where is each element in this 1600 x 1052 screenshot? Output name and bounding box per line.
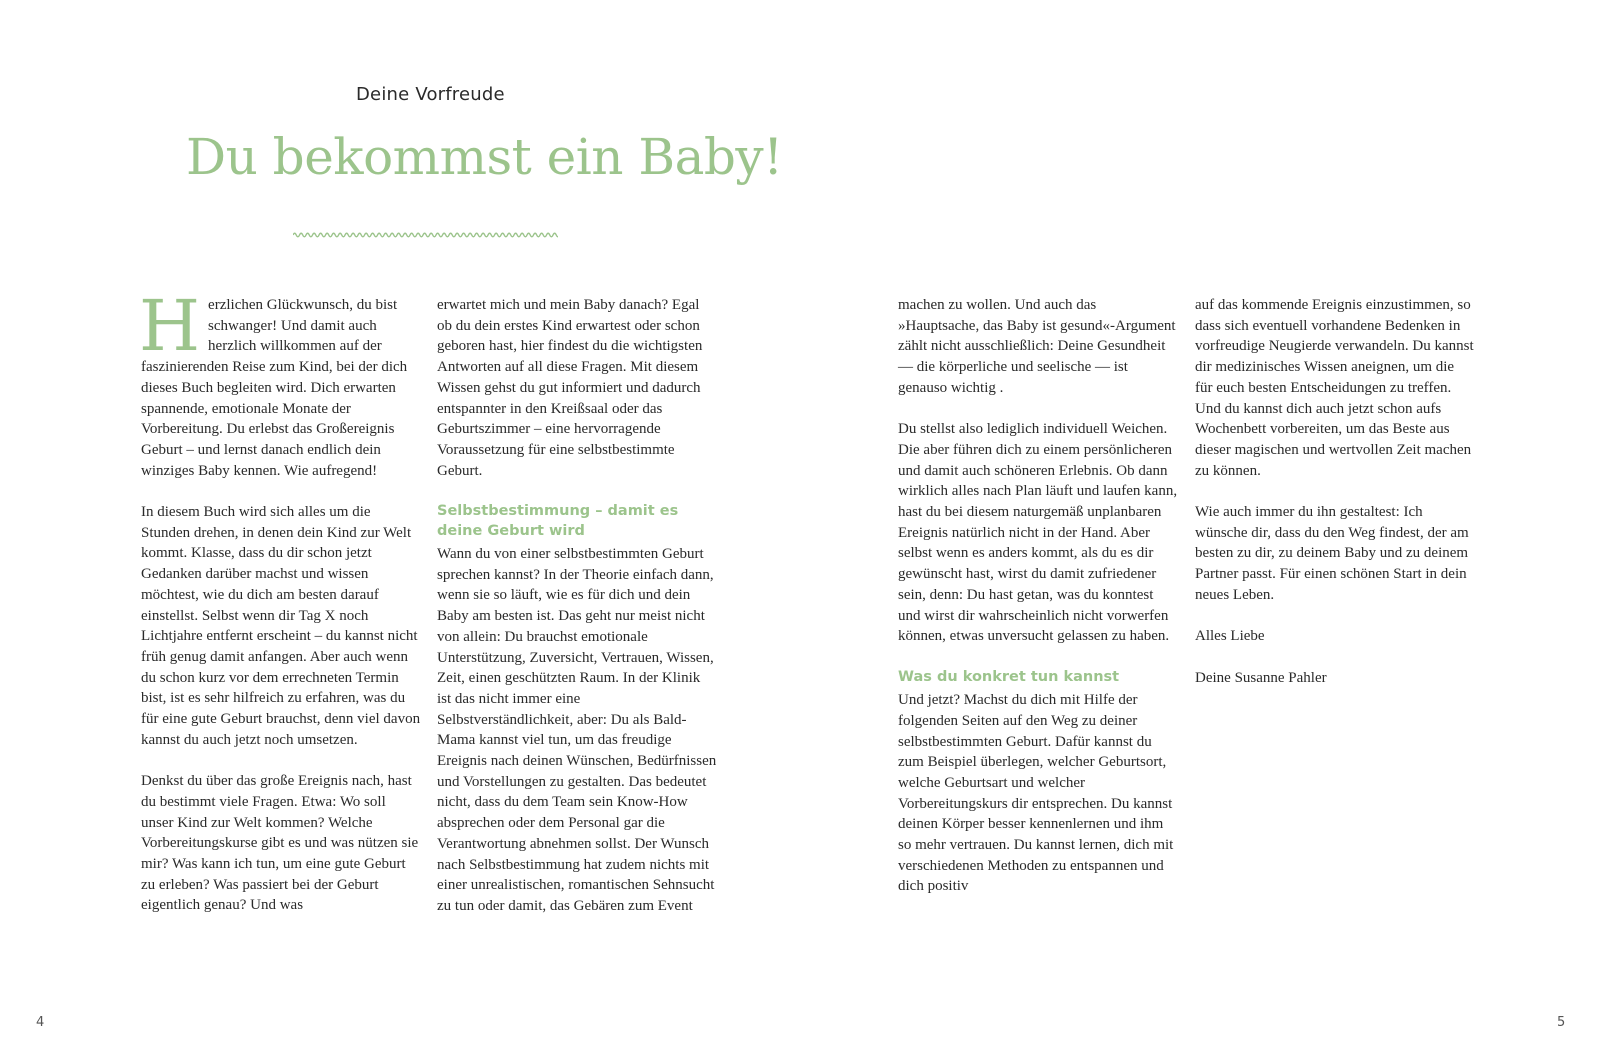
text-column-4 [1195, 295, 1475, 709]
paragraph: In diesem Buch wird sich alles um die Stunden drehen, in denen dein Kind zur Welt kommt. Klasse, dass du dir schon jetzt Gedanken darüber machst und wissen möchtest, wie du dich am besten darauf einstellst. Selbst wenn dir Tag X noch Lichtjahre entfernt erscheint – du kannst nicht früh genug damit anfangen. Aber auch wenn du schon kurz vor dem errechneten Termin bist, ist es sehr hilfreich zu erfahren, was du für eine gute Geburt brauchst, denn viel davon kannst du auch jetzt noch umsetzen. [141, 504, 421, 748]
paragraph: Und jetzt? Machst du dich mit Hilfe der folgenden Seiten auf den Weg zu deiner selbstbestimmten Geburt. Dafür kannst du zum Beispiel überlegen, welcher Geburtsort, welche Geburtsart und welcher Vorbereitungskurs dir entsprechen. Du kannst deinen Körper besser kennenlernen und ihm so mehr vertrauen. Du kannst lernen, dich mit verschiedenen Methoden zu entspannen und dich positiv [898, 692, 1174, 895]
text-column-3 [898, 295, 1178, 897]
signature: Deine Susanne Pahler [1195, 669, 1327, 686]
wavy-divider-icon [293, 230, 558, 240]
paragraph: Denkst du über das große Ereignis nach, hast du bestimmt viele Fragen. Etwa: Wo soll unser Kind zur Welt kommen? Welche Vorbereitungskurse gibt es und was nützen sie mir? Was kann ich tun, um eine gute Geburt zu erleben? Was passiert bei der Geburt eigentlich genau? Und was [141, 773, 419, 914]
paragraph: Wann du von einer selbstbestimmten Geburt sprechen kannst? In der Theorie einfach dann, wenn sie so läuft, wie es für dich und dein Baby am besten ist. Das geht nur meist nicht von allein: Du brauchst emotionale Unterstützung, Zuversicht, Vertrauen, Wissen, Zeit, einen geschützten Raum. In der Klinik ist das nicht immer eine Selbstverständlichkeit, aber: Du als Bald-Mama kannst viel tun, um das freudige Ereignis nach deinen Wünschen, Bedürfnissen und Vorstellungen zu gestalten. Das bedeutet nicht, dass du dem Team sein Know-How absprechen oder dem Personal gar die Verantwortung abnehmen sollst. Der Wunsch nach Selbstbestimmung hat zudem nichts mit einer unrealistischen, romantischen Sehnsucht zu tun oder damit, das Gebären zum Event [437, 546, 717, 914]
text-column-2 [437, 295, 717, 917]
page-title: Du bekommst ein Baby! [186, 128, 783, 186]
paragraph: machen zu wollen. Und auch das »Hauptsache, das Baby ist gesund«-Argument zählt nicht ausschließlich: Deine Gesundheit — die körperliche und seelische — ist genauso wichtig . [898, 297, 1176, 396]
intro-paragraph: erzlichen Glückwunsch, du bist schwanger! Und damit auch herzlich willkommen auf der faszinierenden Reise zum Kind, bei der dich dieses Buch begleiten wird. Dich erwarten spannende, emotionale Monate der Vorbereitung. Du erlebst das Großereignis Geburt – und lernst danach endlich dein winziges Baby kennen. Wie aufregend! [141, 297, 408, 479]
drop-cap: H [139, 285, 201, 367]
subheading: Was du konkret tun kannst [898, 668, 1120, 685]
paragraph: erwartet mich und mein Baby danach? Egal ob du dein erstes Kind erwartest oder schon geboren hast, hier findest du die wichtigsten Antworten auf all diese Fragen. Mit diesem Wissen gehst du gut informiert und dadurch entspannter in den Kreißsaal oder das Geburtszimmer – eine hervorragende Voraussetzung für eine selbstbestimmte Geburt. [437, 297, 703, 479]
section-label: Deine Vorfreude [356, 84, 505, 105]
page-number-right: 5 [1557, 1015, 1566, 1030]
text-column-1 [139, 285, 421, 916]
closing: Alles Liebe [1195, 628, 1265, 645]
paragraph: Du stellst also lediglich individuell Weichen. Die aber führen dich zu einem persönlicheren und damit auch schöneren Erlebnis. Ob dann wirklich alles nach Plan läuft und laufen kann, hast du bei diesem naturgemäß unplanbaren Ereignis natürlich nicht in der Hand. Aber selbst wenn es anders kommt, als du es dir gewünscht hast, wirst du damit zufriedener sein, denn: Du hast getan, was du konntest und wirst dir wahrscheinlich nicht vorwerfen können, etwas unversucht gelassen zu haben. [898, 421, 1178, 645]
page-number-left: 4 [36, 1015, 45, 1030]
paragraph: Wie auch immer du ihn gestaltest: Ich wünsche dir, dass du den Weg findest, der am besten zu dir, zu deinem Baby und zu deinem Partner passt. Für einen schönen Start in dein neues Leben. [1195, 504, 1469, 603]
subheading: Selbstbestimmung – damit es deine Geburt wird [437, 503, 679, 539]
paragraph: auf das kommende Ereignis einzustimmen, so dass sich eventuell vorhandene Bedenken in vorfreudige Neugierde verwandeln. Du kannst dir medizinisches Wissen aneignen, um die für euch besten Entscheidungen zu treffen. Und du kannst dich auch jetzt schon aufs Wochenbett vorbereiten, um das Beste aus dieser magischen und wertvollen Zeit machen zu können. [1195, 297, 1474, 479]
